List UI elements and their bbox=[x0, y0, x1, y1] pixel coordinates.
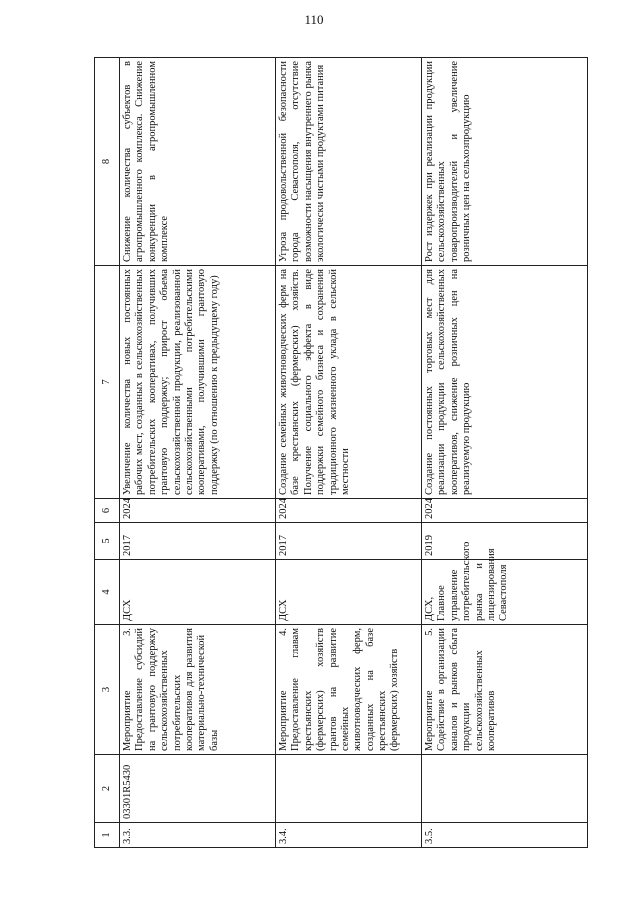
measures-table bbox=[94, 57, 588, 848]
measure-cell: Мероприятие 3. Предоставление субсидий на грантовую поддержку сельскохозяйственных потребительских кооперативов для развития материально-технической базы bbox=[120, 625, 276, 755]
table-row bbox=[120, 58, 276, 848]
executor-cell: ДСХ, Главное управление потребительского рынка и лицензирования Севастополя bbox=[422, 560, 588, 625]
table-row bbox=[422, 58, 588, 848]
measure-cell: Мероприятие 4. Предоставление главам крестьянских (фермерских) хозяйств грантов на развитие семейных животноводческих ферм, созданных на базе крестьянских (фермерских) хозяйств bbox=[276, 625, 422, 755]
page-number: 110 bbox=[304, 12, 324, 27]
end-year-cell: 2024 bbox=[276, 499, 422, 523]
code-cell bbox=[422, 755, 588, 823]
header-cell: 8 bbox=[95, 58, 120, 266]
executor-cell: ДСХ bbox=[276, 560, 422, 625]
rotated-table-container bbox=[94, 58, 584, 848]
header-cell: 3 bbox=[95, 625, 120, 755]
end-year-cell: 2024 bbox=[422, 499, 588, 523]
expected-result-cell: Создание постоянных торговых мест для реализации продукции сельскохозяйственных кооперативов, снижение розничных цен на реализуемую продукцию bbox=[422, 266, 588, 499]
executor-cell: ДСХ bbox=[120, 560, 276, 625]
row-number-cell: 3.4. bbox=[276, 823, 422, 848]
code-cell bbox=[276, 755, 422, 823]
header-cell: 2 bbox=[95, 755, 120, 823]
header-cell: 4 bbox=[95, 560, 120, 625]
header-row bbox=[95, 58, 120, 848]
table-row bbox=[276, 58, 422, 848]
row-number-cell: 3.5. bbox=[422, 823, 588, 848]
header-cell: 6 bbox=[95, 499, 120, 523]
expected-result-cell: Увеличение количества новых постоянных рабочих мест, созданных в сельскохозяйственных потребительских кооперативах, получивших грантовую поддержку; прирост объема сельскохозяйственной продукции, реализованной сельскохозяйственными потребительскими кооперативами, получившими грантовую поддержку (по отношению к предыдущему году) bbox=[120, 266, 276, 499]
code-cell: 03301R5430 bbox=[120, 755, 276, 823]
end-year-cell: 2024 bbox=[120, 499, 276, 523]
start-year-cell: 2017 bbox=[120, 523, 276, 560]
start-year-cell: 2019 bbox=[422, 523, 588, 560]
consequences-cell: Снижение количества субъектов в агропромышленного комплекса. Снижение конкуренции в агропромышленном комплексе bbox=[120, 58, 276, 266]
header-cell: 5 bbox=[95, 523, 120, 560]
expected-result-cell: Создание семейных животноводческих ферм на базе крестьянских (фермерских) хозяйств. Получение социального эффекта в виде поддержки семейного бизнеса и сохранения традиционного жизненного уклада в сельской местности bbox=[276, 266, 422, 499]
header-cell: 1 bbox=[95, 823, 120, 848]
header-cell: 7 bbox=[95, 266, 120, 499]
start-year-cell: 2017 bbox=[276, 523, 422, 560]
measure-cell: Мероприятие 5. Содействие в организации каналов и рынков сбыта продукции сельскохозяйственных кооперативов bbox=[422, 625, 588, 755]
consequences-cell: Рост издержек при реализации продукции сельскохозяйственных товаропроизводителей и увеличение розничных цен на сельхозпродукцию bbox=[422, 58, 588, 266]
row-number-cell: 3.3. bbox=[120, 823, 276, 848]
consequences-cell: Угроза продовольственной безопасности города Севастополя, отсутствие возможности насыщения внутреннего рынка экологически чистыми продуктами питания bbox=[276, 58, 422, 266]
